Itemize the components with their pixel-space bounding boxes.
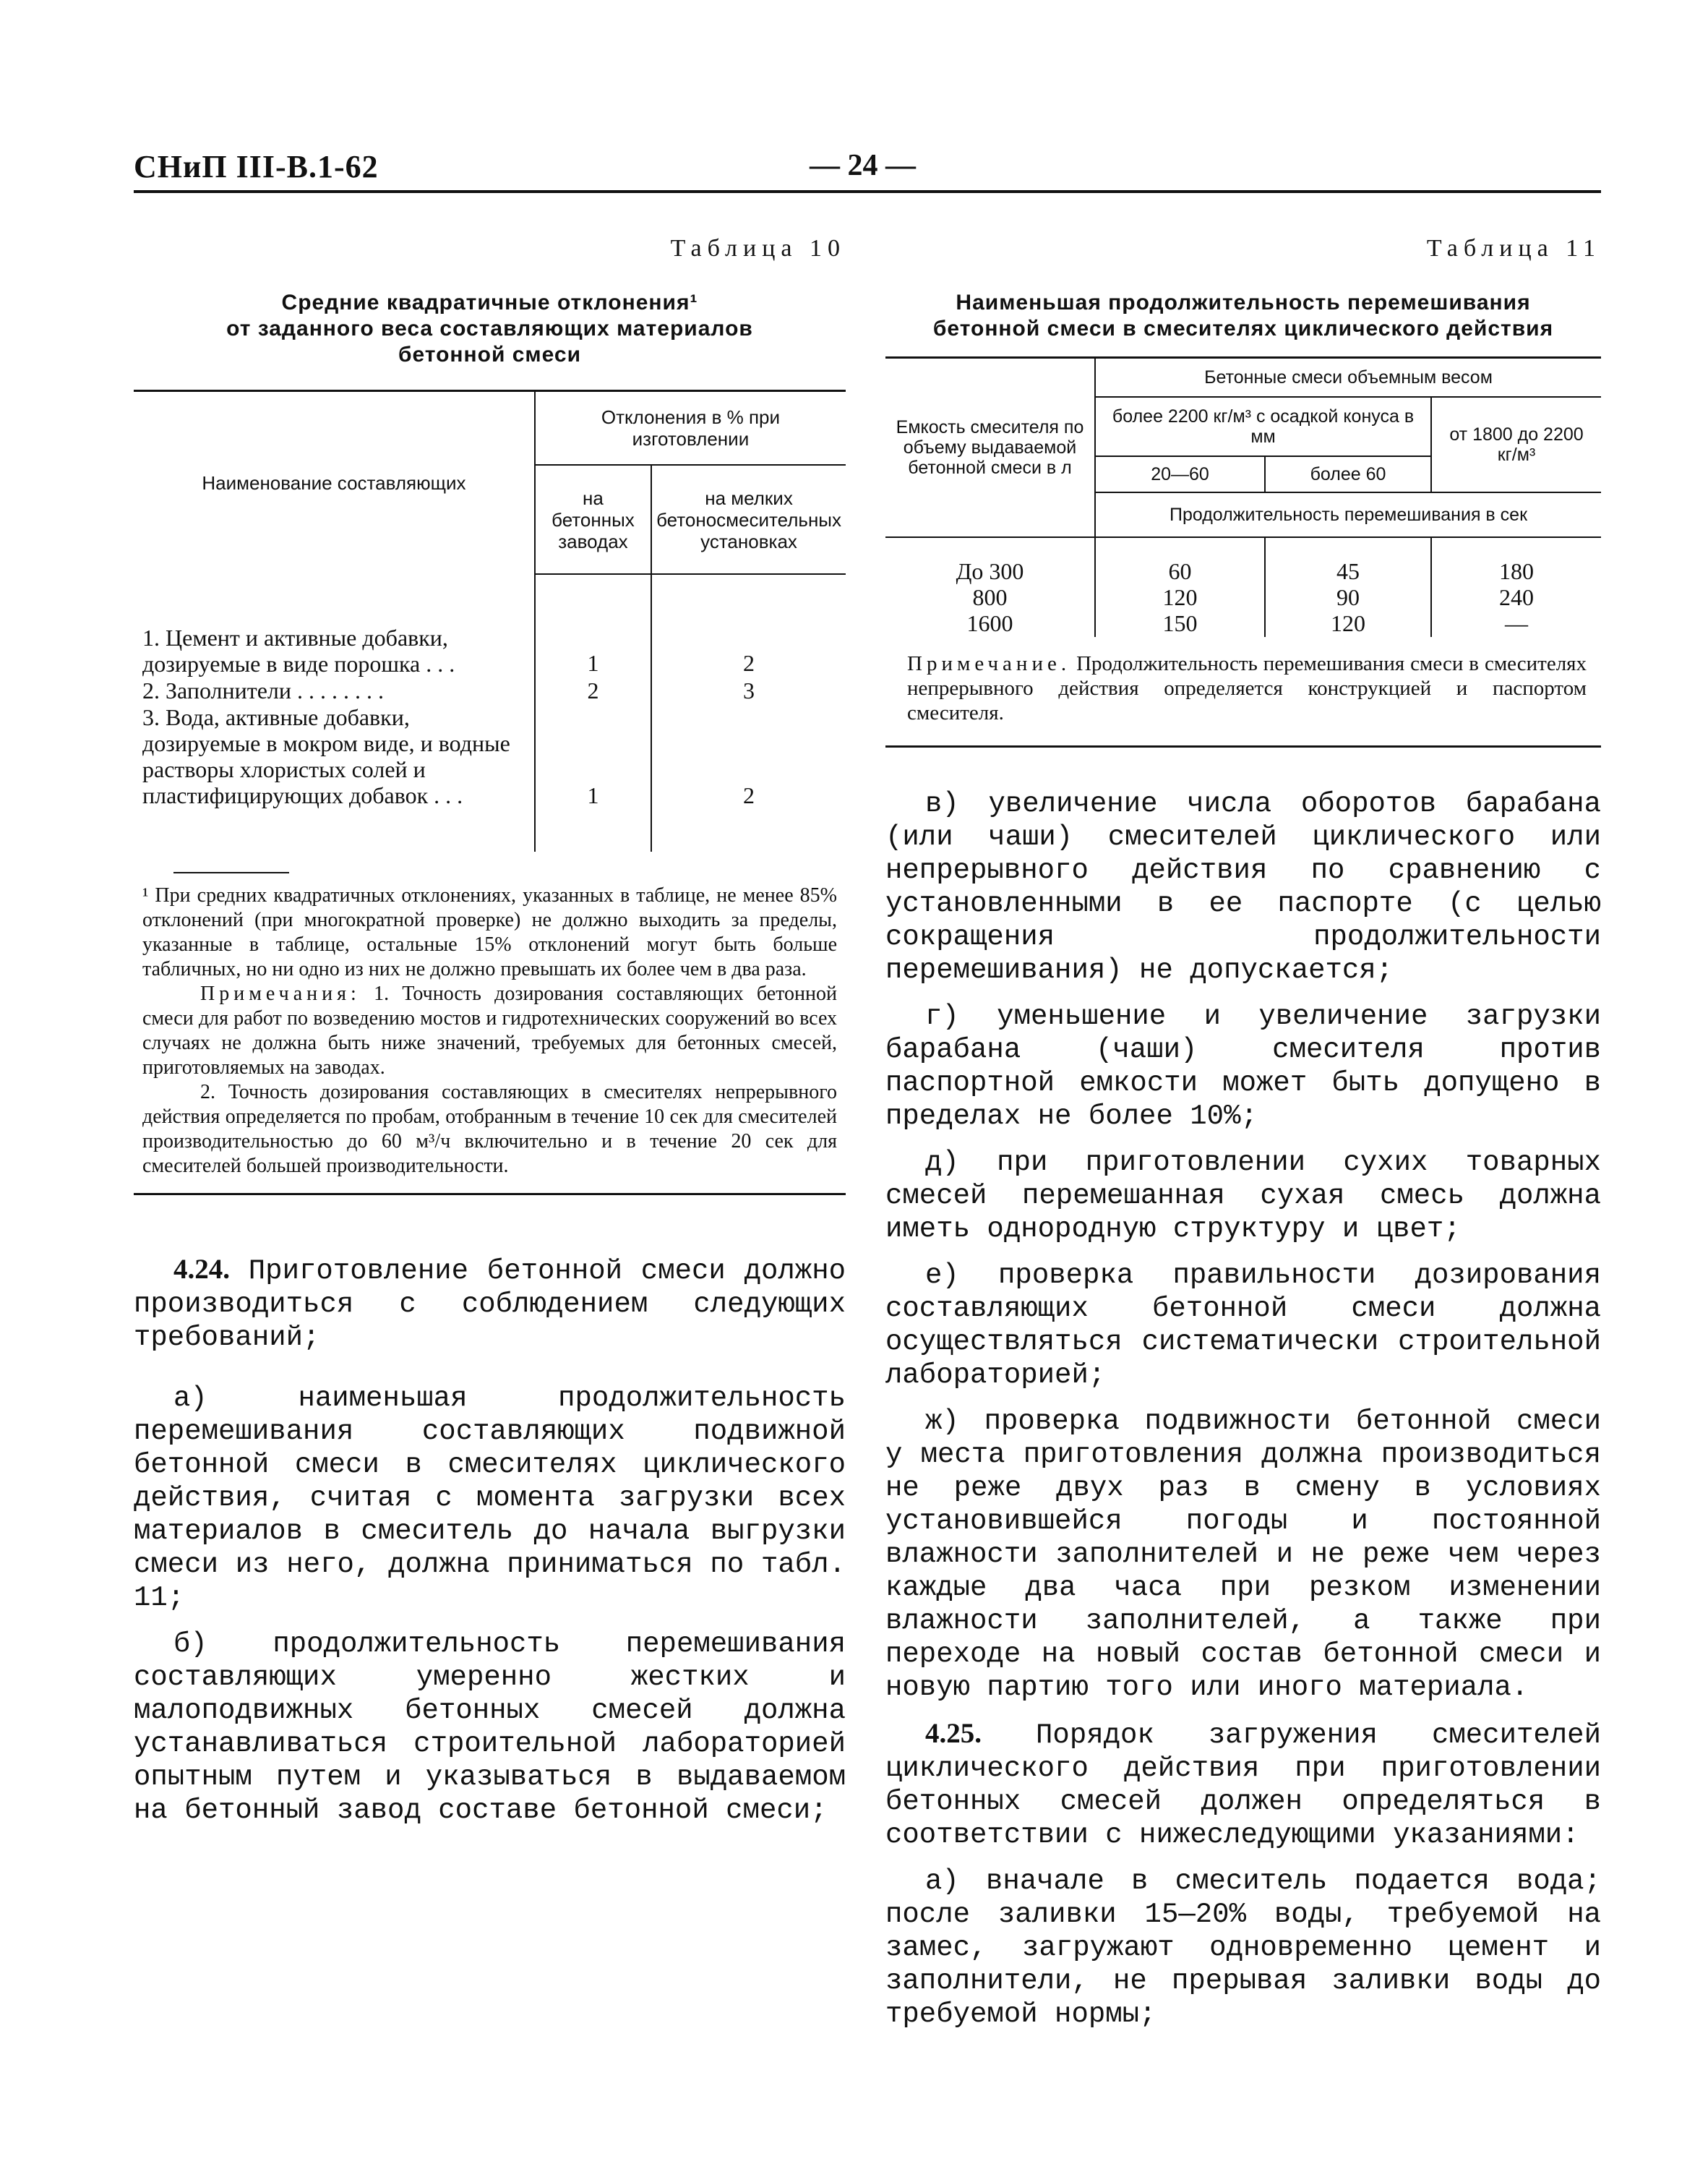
table11-capacity-3: 1600	[966, 610, 1013, 636]
paragraph-4-24-d: д) при приготовлении сухих товарных смесей перемешанная сухая смесь должна иметь однородную структуру и цвет;	[885, 1147, 1601, 1245]
table11-note-text: Продолжительность перемешивания смеси в смесителях непрерывного действия определяется конструкцией и паспортом смесителя.	[907, 652, 1587, 724]
paragraph-4-24-text: Приготовление бетонной смеси должно производиться с соблюдением следующих требований;	[134, 1255, 846, 1353]
table11-20-60-3: 150	[1162, 610, 1198, 636]
document-code: СНиП III-В.1-62	[134, 149, 379, 184]
paragraph-4-24-a: а) наименьшая продолжительность перемешивания составляющих подвижной бетонной смеси в смесителях циклического действия, считая с момента загрузки всех материалов в смеситель до начала выгрузки смеси из него, должна приниматься по табл. 11;	[134, 1382, 846, 1614]
table10-note2: 2. Точность дозирования составляющих в смесителях непрерывного действия определяется по пробам, отобранным в течение 10 сек для смесителей производительностью до 60 м³/ч включительно и в течение 20 сек для смесителей большей производительности.	[142, 1081, 837, 1177]
paragraph-4-25-number: 4.25.	[925, 1718, 982, 1749]
table10-row3-small: 2	[651, 704, 846, 852]
table11-title-line1: Наименьшая продолжительность перемешивания	[956, 291, 1531, 315]
page-number: — 24 —	[810, 149, 916, 182]
table11-over60-2: 90	[1336, 584, 1360, 610]
table10-title	[134, 290, 846, 368]
table10-note1	[134, 982, 846, 1080]
table10-row3-name: 3. Вода, активные добавки, дозируемые в мокром виде, и водные растворы хлористых солей и пластифицирующих добавок . . .	[142, 704, 510, 808]
paragraph-4-24-zh: ж) проверка подвижности бетонной смеси у места приготовления должна производиться не реже двух раз в смену в условиях установившейся погоды и постоянной влажности заполнителей и не реже чем через каждые два часа при резком изменении влажности заполнителей, а также при переходе на новый состав бетонной смеси и новую партию того или иного материала.	[885, 1406, 1601, 1703]
table11-over60-cell	[1265, 537, 1431, 637]
table11-20-60-1: 60	[1168, 558, 1192, 584]
paragraph-4-25-a: а) вначале в смеситель подается вода; после заливки 15—20% воды, требуемой на замес, загружают одновременно цемент и заполнители, не прерывая заливки воды до требуемой нормы;	[885, 1865, 1601, 2030]
paragraph-4-24-e: е) проверка правильности дозирования составляющих бетонной смеси должна осуществляться систематически строительной лабораторией;	[885, 1259, 1601, 1391]
table10-footnote: ¹ При средних квадратичных отклонениях, указанных в таблице, не менее 85% отклонений (при многократной проверке) не должно выходить за пределы, указанные в таблице, остальные 15% отклонений могут быть больше табличных, но ни одно из них не должно превышать их более чем в два раза.	[142, 884, 837, 980]
paragraph-4-24-b: б) продолжительность перемешивания составляющих умеренно жестких и малоподвижных бетонных смесей должна устанавливаться строительной лабораторией опытным путем и указываться в выдаваемом на бетонный завод составе бетонной смеси;	[134, 1628, 846, 1826]
table10-header-plant: на бетонных заводах	[535, 465, 651, 574]
table11-capacity-1: До 300	[956, 558, 1024, 584]
left-column	[134, 235, 846, 1840]
table11-label: Таблица 11	[1426, 235, 1601, 262]
table10-row2-plant: 2	[535, 677, 651, 704]
table11-header-duration: Продолжительность перемешивания в сек	[1095, 492, 1601, 537]
table10-row3-plant: 1	[535, 704, 651, 852]
paragraph-4-24	[134, 1253, 846, 1354]
table11-header-1800-2200: от 1800 до 2200 кг/м³	[1431, 397, 1601, 492]
table10-row2-small: 3	[651, 677, 846, 704]
table11-header-over2200: более 2200 кг/м³ с осадкой конуса в мм	[1095, 397, 1431, 456]
table11-20-60-2: 120	[1162, 584, 1198, 610]
table10-notes-label: Примечания:	[200, 983, 361, 1005]
table10-title-line2: от заданного веса составляющих материалов	[226, 317, 753, 341]
table10-title-line1: Средние квадратичные отклонения¹	[281, 291, 698, 315]
table10-row1-small: 2	[651, 574, 846, 677]
paragraph-4-24-v: в) увеличение числа оборотов барабана (или чаши) смесителей циклического или непрерывного действия по сравнению с установленными в ее паспорте (с целью сокращения продолжительности перемешивания) не допускается;	[885, 788, 1601, 986]
table11-1800-2200-3: —	[1505, 610, 1528, 636]
paragraph-4-25	[885, 1717, 1601, 1852]
table11-capacity-cell	[885, 537, 1095, 637]
table10-row1-name: 1. Цемент и активные добавки, дозируемые в виде порошка . . .	[142, 625, 455, 677]
table11	[885, 356, 1601, 748]
table11-header-group: Бетонные смеси объемным весом	[1095, 358, 1601, 398]
table11-header-20-60: 20—60	[1095, 456, 1265, 492]
table10-footnotes	[134, 852, 846, 1194]
table10-row1-plant: 1	[535, 574, 651, 677]
table10-title-line3: бетонной смеси	[398, 343, 582, 367]
table11-header-capacity: Емкость смесителя по объему выдаваемой бетонной смеси в л	[896, 417, 1084, 478]
table10-header-small: на мелких бетоносмесительных установках	[651, 465, 846, 574]
table10-header-name: Наименование составляющих	[202, 472, 466, 494]
right-column	[885, 235, 1601, 2044]
table11-over60-3: 120	[1331, 610, 1365, 636]
table11-1800-2200-2: 240	[1499, 584, 1534, 610]
table11-1800-2200-1: 180	[1499, 558, 1534, 584]
table11-title	[885, 290, 1601, 342]
table11-capacity-2: 800	[972, 584, 1008, 610]
paragraph-4-24-number: 4.24.	[173, 1254, 230, 1285]
paragraph-4-24-g: г) уменьшение и увеличение загрузки барабана (чаши) смесителя против паспортной емкости может быть допущено в пределах не более 10%;	[885, 1001, 1601, 1132]
table11-20-60-cell	[1095, 537, 1265, 637]
page-header	[134, 148, 1601, 192]
table11-over60-1: 45	[1336, 558, 1360, 584]
paragraph-4-25-text: Порядок загружения смесителей циклического действия при приготовлении бетонных смесей должен определяться в соответствии с нижеследующими указаниями:	[885, 1719, 1601, 1851]
table10-header-deviation: Отклонения в % при изготовлении	[535, 391, 846, 466]
table11-header-over60: более 60	[1265, 456, 1431, 492]
table10	[134, 390, 846, 1195]
footnote-rule	[173, 872, 289, 873]
table11-1800-2200-cell	[1431, 537, 1601, 637]
table10-row2-name: 2. Заполнители . . . . . . . .	[142, 677, 385, 703]
table11-note	[885, 637, 1601, 747]
table11-title-line2: бетонной смеси в смесителях циклического действия	[932, 317, 1554, 341]
header-rule	[134, 190, 1601, 193]
table10-note1-text: 1. Точность дозирования составляющих бетонной смеси для работ по возведению мостов и гидротехнических сооружений во всех случаях не должна быть ниже значений, требуемых для бетонных смесей, приготовляемых на заводах.	[142, 983, 837, 1079]
table11-note-label: Примечание.	[907, 652, 1071, 675]
table10-label: Таблица 10	[670, 235, 846, 262]
